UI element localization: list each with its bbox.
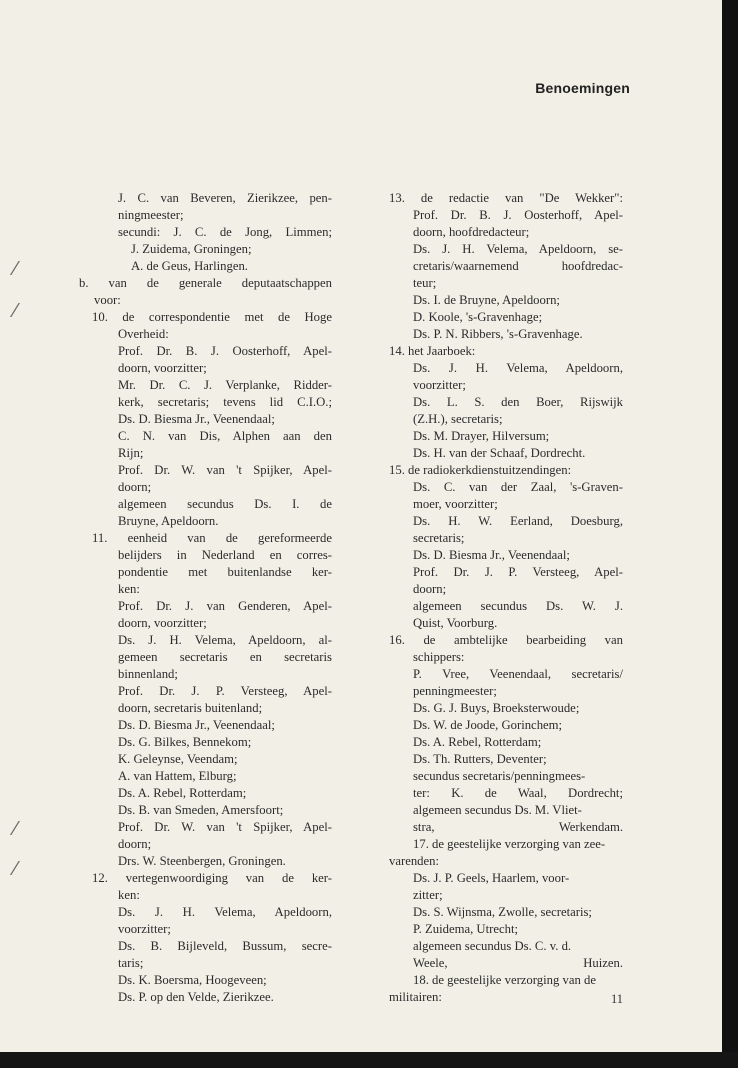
text-line: Prof. Dr. W. van 't Spijker, Apel- [118, 463, 332, 477]
text-line: 14. het Jaarboek: [389, 344, 476, 358]
text-line: secundus secretaris/penningmees- [413, 769, 586, 783]
text-line: K. Geleynse, Veendam; [118, 752, 238, 766]
text-line: Ds. M. Drayer, Hilversum; [413, 429, 550, 443]
text-line: taris; [118, 956, 144, 970]
text-line: zitter; [413, 888, 443, 902]
text-line: doorn; [118, 837, 152, 851]
text-line: ken: [118, 582, 140, 596]
text-line: moer, voorzitter; [413, 497, 498, 511]
text-line: Ds. A. Rebel, Rotterdam; [118, 786, 247, 800]
running-header: Benoemingen [535, 80, 630, 96]
text-line: Prof. Dr. B. J. Oosterhoff, Apel- [413, 208, 623, 222]
text-line: 11. eenheid van de gereformeerde [92, 531, 332, 545]
text-line: cretaris/waarnemend hoofdredac- [413, 259, 623, 273]
text-line: doorn, voorzitter; [118, 361, 207, 375]
text-line: P. Vree, Veenendaal, secretaris/ [413, 667, 623, 681]
text-line: doorn; [118, 480, 152, 494]
text-line: stra, Werkendam. [413, 820, 623, 834]
text-line: secundi: J. C. de Jong, Limmen; [118, 225, 332, 239]
text-line: Ds. G. J. Buys, Broeksterwoude; [413, 701, 580, 715]
text-line: Ds. D. Biesma Jr., Veenendaal; [413, 548, 570, 562]
text-line: doorn, voorzitter; [118, 616, 207, 630]
text-line: Prof. Dr. W. van 't Spijker, Apel- [118, 820, 332, 834]
text-line: Weele, Huizen. [413, 956, 623, 970]
text-line: 10. de correspondentie met de Hoge [92, 310, 332, 324]
text-line: ken: [118, 888, 140, 902]
text-line: belijders in Nederland en corres- [118, 548, 332, 562]
text-line: P. Zuidema, Utrecht; [413, 922, 518, 936]
text-line: Ds. B. Bijleveld, Bussum, secre- [118, 939, 332, 953]
text-line: Ds. D. Biesma Jr., Veenendaal; [118, 718, 275, 732]
text-line: ningmeester; [118, 208, 184, 222]
text-line: algemeen secundus Ds. C. v. d. [413, 939, 572, 953]
pencil-mark-icon: ⁄ [14, 858, 18, 880]
text-line: Ds. S. Wijnsma, Zwolle, secretaris; [413, 905, 592, 919]
text-line: Ds. J. H. Velema, Apeldoorn, [118, 905, 332, 919]
text-line: 18. de geestelijke verzorging van de [413, 973, 596, 987]
page-number: 11 [610, 992, 623, 1006]
text-line: Ds. K. Boersma, Hoogeveen; [118, 973, 267, 987]
text-line: Prof. Dr. J. P. Versteeg, Apel- [413, 565, 623, 579]
text-line: J. Zuidema, Groningen; [131, 242, 252, 256]
text-line: Ds. J. H. Velema, Apeldoorn, al- [118, 633, 332, 647]
text-line: Ds. J. P. Geels, Haarlem, voor- [413, 871, 570, 885]
text-line: algemeen secundus Ds. M. Vliet- [413, 803, 582, 817]
text-line: kerk, secretaris; tevens lid C.I.O.; [118, 395, 332, 409]
text-line: binnenland; [118, 667, 178, 681]
text-line: doorn; [413, 582, 447, 596]
text-line: Ds. Th. Rutters, Deventer; [413, 752, 547, 766]
text-line: penningmeester; [413, 684, 497, 698]
text-line: Prof. Dr. B. J. Oosterhoff, Apel- [118, 344, 332, 358]
text-line: D. Koole, 's-Gravenhage; [413, 310, 543, 324]
text-line: Ds. J. H. Velema, Apeldoorn, se- [413, 242, 623, 256]
text-line: algemeen secundus Ds. I. de [118, 497, 332, 511]
text-line: C. N. van Dis, Alphen aan den [118, 429, 332, 443]
text-line: voor: [94, 293, 121, 307]
text-line: 16. de ambtelijke bearbeiding van [389, 633, 623, 647]
text-line: Bruyne, Apeldoorn. [118, 514, 219, 528]
text-line: 13. de redactie van "De Wekker": [389, 191, 623, 205]
text-line: A. van Hattem, Elburg; [118, 769, 237, 783]
text-line: A. de Geus, Harlingen. [131, 259, 248, 273]
text-line: J. C. van Beveren, Zierikzee, pen- [118, 191, 332, 205]
text-line: schippers: [413, 650, 465, 664]
text-line: Prof. Dr. J. van Genderen, Apel- [118, 599, 332, 613]
text-line: Ds. L. S. den Boer, Rijswijk [413, 395, 623, 409]
text-line: Ds. C. van der Zaal, 's-Graven- [413, 480, 623, 494]
text-line: Ds. J. H. Velema, Apeldoorn, [413, 361, 623, 375]
text-line: Rijn; [118, 446, 144, 460]
text-line: Drs. W. Steenbergen, Groningen. [118, 854, 286, 868]
text-line: (Z.H.), secretaris; [413, 412, 503, 426]
text-line: Ds. A. Rebel, Rotterdam; [413, 735, 542, 749]
text-line: Ds. G. Bilkes, Bennekom; [118, 735, 252, 749]
text-line: militairen: [389, 990, 442, 1004]
text-line: doorn, hoofdredacteur; [413, 225, 530, 239]
text-line: Ds. W. de Joode, Gorinchem; [413, 718, 563, 732]
text-line: Ds. P. op den Velde, Zierikzee. [118, 990, 274, 1004]
text-line: pondentie met buitenlandse ker- [118, 565, 332, 579]
text-line: gemeen secretaris en secretaris [118, 650, 332, 664]
text-line: 12. vertegenwoordiging van de ker- [92, 871, 332, 885]
text-line: Ds. H. van der Schaaf, Dordrecht. [413, 446, 586, 460]
text-line: 15. de radiokerkdienstuitzendingen: [389, 463, 572, 477]
text-line: Quist, Voorburg. [413, 616, 498, 630]
text-line: doorn, secretaris buitenland; [118, 701, 263, 715]
text-line: teur; [413, 276, 437, 290]
text-line: algemeen secundus Ds. W. J. [413, 599, 623, 613]
pencil-mark-icon: ⁄ [14, 258, 18, 280]
page-edge-shadow [722, 0, 738, 1068]
pencil-mark-icon: ⁄ [14, 818, 18, 840]
text-line: varenden: [389, 854, 440, 868]
text-line: Mr. Dr. C. J. Verplanke, Ridder- [118, 378, 332, 392]
text-line: Ds. P. N. Ribbers, 's-Gravenhage. [413, 327, 583, 341]
text-line: Ds. H. W. Eerland, Doesburg, [413, 514, 623, 528]
text-line: Ds. B. van Smeden, Amersfoort; [118, 803, 284, 817]
pencil-mark-icon: ⁄ [14, 300, 18, 322]
text-line: Ds. D. Biesma Jr., Veenendaal; [118, 412, 275, 426]
text-line: secretaris; [413, 531, 465, 545]
text-line: Overheid: [118, 327, 169, 341]
text-line: ter: K. de Waal, Dordrecht; [413, 786, 623, 800]
text-line: voorzitter; [413, 378, 466, 392]
text-line: b. van de generale deputaatschappen [79, 276, 332, 290]
text-line: voorzitter; [118, 922, 171, 936]
text-line: Ds. I. de Bruyne, Apeldoorn; [413, 293, 560, 307]
page-edge-shadow [0, 1052, 738, 1068]
text-line: Prof. Dr. J. P. Versteeg, Apel- [118, 684, 332, 698]
text-line: 17. de geestelijke verzorging van zee- [413, 837, 606, 851]
